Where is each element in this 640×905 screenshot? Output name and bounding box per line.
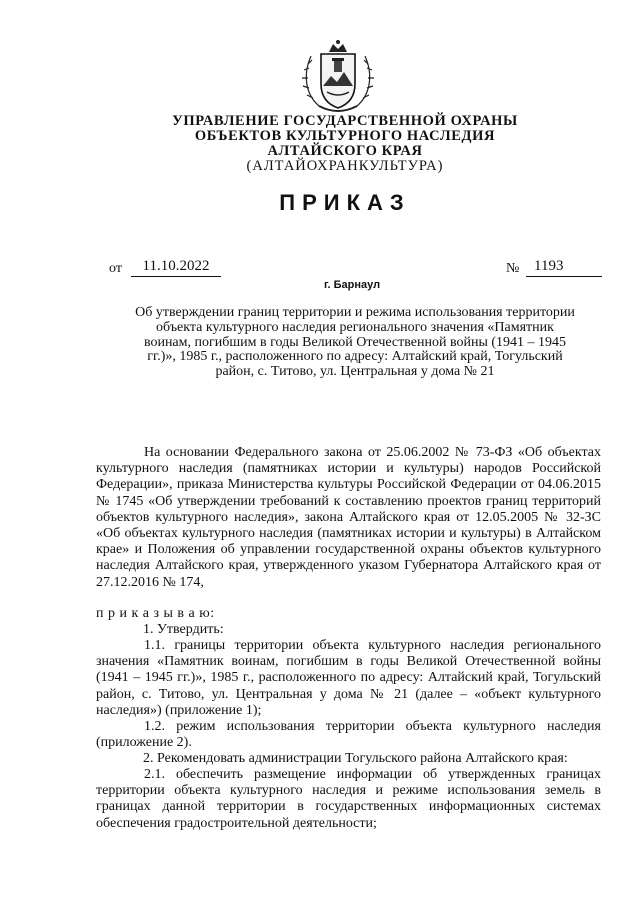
date-label: от	[109, 261, 122, 276]
item-2: 2. Рекомендовать администрации Тогульского района Алтайского края:	[143, 751, 568, 766]
number-label: №	[506, 261, 520, 276]
item-1-1: 1.1. границы территории объекта культурного наследия регионального значения «Памятник воинам, погибшим в годы Великой Отечественной войны (1941 – 1945 гг.)», 1985 г., расположенного по адресу: Алтайский край, Тогульский район, с. Титово, ул. Центральная у дома № 21 (далее – «объект культурного наследия») (приложение 1);	[96, 638, 601, 718]
organization-name-line-1: УПРАВЛЕНИЕ ГОСУДАРСТВЕННОЙ ОХРАНЫ	[172, 113, 518, 129]
document-type-title: ПРИКАЗ	[279, 190, 411, 215]
organization-name-line-3: АЛТАЙСКОГО КРАЯ	[267, 143, 423, 159]
organization-name-line-2: ОБЪЕКТОВ КУЛЬТУРНОГО НАСЛЕДИЯ	[194, 128, 496, 144]
order-number: 1193	[526, 259, 602, 277]
item-1-2: 1.2. режим использования территории объекта культурного наследия (приложение 2).	[96, 719, 601, 751]
order-subject: Об утверждении границ территории и режима использования территории объекта культурного наследия регионального значения «Памятник воинам, погибшим в годы Великой Отечественной войны (1941 – 1945 гг.)», 1985 г., расположенного по адресу: Алтайский край, Тогульский район, с. Титово, ул. Центральная у дома № 21	[135, 305, 575, 380]
item-1: 1. Утвердить:	[143, 622, 224, 637]
organization-short-name: (АЛТАЙОХРАНКУЛЬТУРА)	[246, 158, 444, 174]
item-2-1: 2.1. обеспечить размещение информации об утвержденных границах территории объекта культурного наследия и режиме использования земель в границах данной территории в государственных информационных системах обеспечения градостроительной деятельности;	[96, 767, 601, 831]
preamble-paragraph: На основании Федерального закона от 25.06.2002 № 73-ФЗ «Об объектах культурного наследия (памятниках истории и культуры) народов Российской Федерации», приказа Министерства культуры Российской Федерации от 04.06.2015 № 1745 «Об утверждении требований к составлению проектов границ территорий объектов культурного наследия», закона Алтайского края от 12.05.2005 № 32-ЗС «Об объектах культурного наследия (памятниках истории и культуры) в Алтайском крае» и Положения об управлении государственной охраны объектов культурного наследия Алтайского края, утвержденного указом Губернатора Алтайского края от 27.12.2016 № 174,	[96, 445, 601, 590]
item-1-2-block	[96, 719, 601, 751]
body-preamble	[96, 445, 601, 591]
order-date: 11.10.2022	[131, 259, 221, 277]
item-2-1-block	[96, 767, 601, 832]
item-1-1-block	[96, 638, 601, 719]
city: г. Барнаул	[324, 279, 381, 291]
coat-of-arms-emblem	[299, 36, 377, 120]
order-word: п р и к а з ы в а ю:	[96, 606, 215, 621]
